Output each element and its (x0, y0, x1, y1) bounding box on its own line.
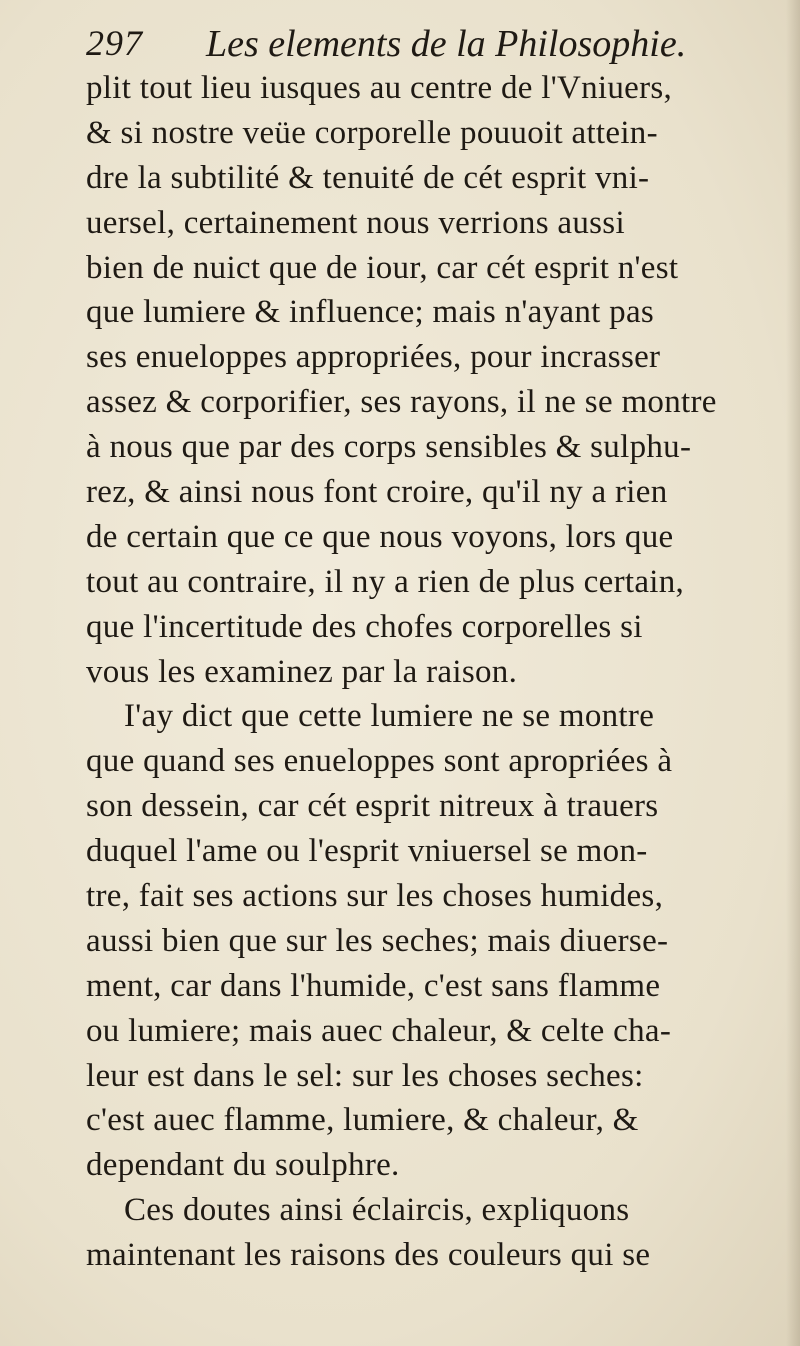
text-line: bien de nuict que de iour, car cét esprit n'est (86, 249, 679, 286)
page-gutter-shadow (786, 0, 800, 1346)
text-line: que quand ses enueloppes sont apropriées à (86, 743, 673, 780)
text-line: de certain que ce que nous voyons, lors que (86, 518, 674, 555)
text-line: que lumiere & influence; mais n'ayant pas (86, 294, 655, 331)
text-line: plit tout lieu iusques au centre de l'Vniuers, (86, 70, 673, 106)
text-line: tout au contraire, il ny a rien de plus certain, (86, 563, 685, 600)
text-line: ou lumiere; mais auec chaleur, & celte cha- (86, 1012, 672, 1049)
text-line: ses enueloppes appropriées, pour incrasser (86, 339, 661, 376)
text-line: c'est auec flamme, lumiere, & chaleur, & (86, 1102, 639, 1139)
text-line: & si nostre veüe corporelle pouuoit attein- (86, 114, 658, 151)
text-line: assez & corporifier, ses rayons, il ne se montre (86, 384, 717, 421)
text-line: dependant du soulphre. (86, 1147, 400, 1184)
text-line: vous les examinez par la raison. (86, 653, 518, 690)
paragraph-start-line: I'ay dict que cette lumiere ne se montre (124, 698, 655, 735)
text-line: duquel l'ame ou l'esprit vniuersel se mon- (86, 833, 648, 870)
text-line: aussi bien que sur les seches; mais diuerse- (86, 922, 669, 959)
text-line: dre la subtilité & tenuité de cét esprit vni- (86, 159, 650, 196)
text-line: maintenant les raisons des couleurs qui se (86, 1237, 651, 1274)
text-line: tre, fait ses actions sur les choses humides, (86, 878, 664, 915)
text-line: à nous que par des corps sensibles & sulphu- (86, 429, 692, 466)
text-line: leur est dans le sel: sur les choses seches: (86, 1057, 644, 1094)
text-line: rez, & ainsi nous font croire, qu'il ny a rien (86, 474, 668, 511)
text-line: ment, car dans l'humide, c'est sans flamme (86, 967, 661, 1004)
text-line: que l'incertitude des chofes corporelles si (86, 608, 643, 645)
text-line: uersel, certainement nous verrions aussi (86, 204, 625, 241)
text-line: son dessein, car cét esprit nitreux à trauers (86, 788, 659, 825)
paragraph-start-line: Ces doutes ainsi éclaircis, expliquons (124, 1192, 630, 1229)
running-title: Les elements de la Philosophie. (206, 23, 687, 65)
body-text (86, 66, 772, 1278)
page-number: 297 (86, 23, 143, 63)
